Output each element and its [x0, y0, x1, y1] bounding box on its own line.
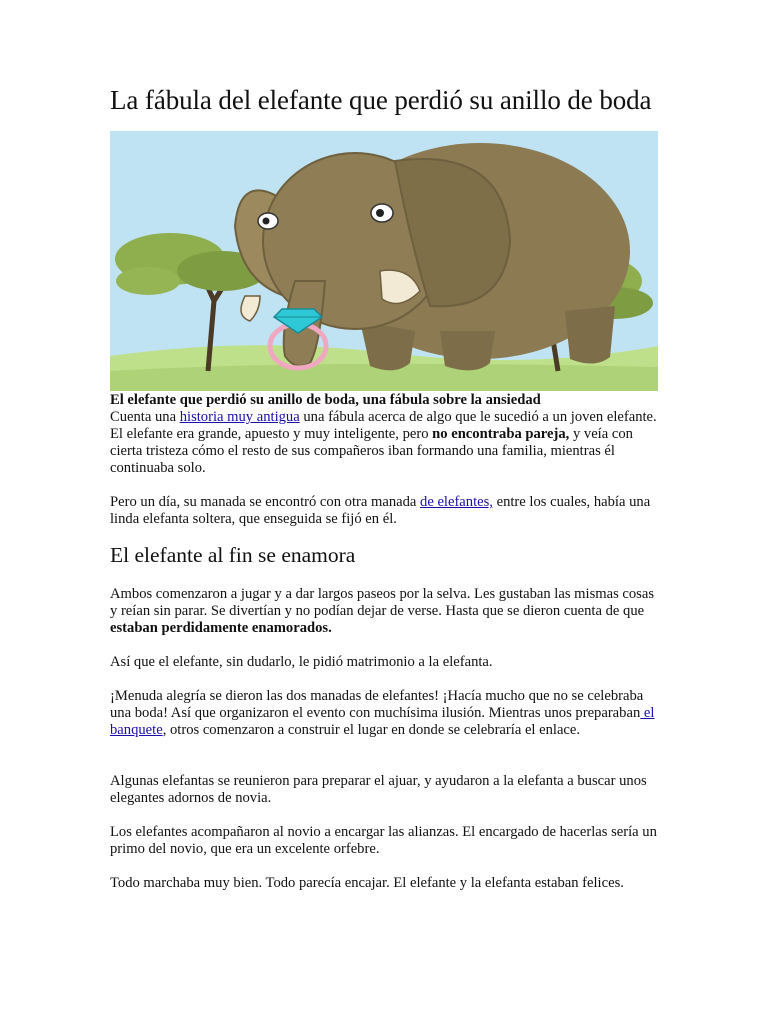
section-heading: El elefante al fin se enamora	[110, 543, 356, 567]
elephant-illustration	[110, 131, 658, 391]
paragraph-4: Así que el elefante, sin dudarlo, le pidió matrimonio a la elefanta.	[110, 654, 493, 670]
link-el-banquete[interactable]: el banquete	[110, 705, 655, 738]
image-caption: El elefante que perdió su anillo de boda, una fábula sobre la ansiedad	[110, 392, 541, 408]
link-historia-muy-antigua[interactable]: historia muy antigua	[179, 409, 300, 425]
page-title: La fábula del elefante que perdió su anillo de boda	[110, 85, 652, 115]
paragraph-3: Ambos comenzaron a jugar y a dar largos paseos por la selva. Les gustaban las mismas cosas y reían sin parar. Se divertían y no podían dejar de verse. Hasta que se dieron cuenta de que estaban perdidamente enamorados.	[110, 586, 655, 636]
elephant-icon	[235, 143, 630, 370]
link-de-elefantes[interactable]: de elefantes,	[420, 494, 493, 510]
paragraph-1: Cuenta una historia muy antigua una fábula acerca de algo que le sucedió a un joven elefante. El elefante era grande, apuesto y muy inteligente, pero no encontraba pareja, y veía con cierta tristeza cómo el resto de sus compañeros iban formando una familia, mientras él continuaba solo.	[110, 409, 657, 476]
paragraph-8: Todo marchaba muy bien. Todo parecía encajar. El elefante y la elefanta estaban felices.	[110, 875, 624, 891]
paragraph-6: Algunas elefantas se reunieron para preparar el ajuar, y ayudaron a la elefanta a buscar unos elegantes adornos de novia.	[110, 773, 647, 806]
paragraph-5: ¡Menuda alegría se dieron las dos manadas de elefantes! ¡Hacía mucho que no se celebraba una boda! Así que organizaron el evento con muchísima ilusión. Mientras unos preparaban el banquete, otros comenzaron a construir el lugar en donde se celebraría el enlace.	[110, 688, 655, 738]
paragraph-7: Los elefantes acompañaron al novio a encargar las alianzas. El encargado de hacerlas sería un primo del novio, que era un excelente orfebre.	[110, 824, 657, 857]
paragraph-2: Pero un día, su manada se encontró con otra manada de elefantes, entre los cuales, había una linda elefanta soltera, que enseguida se fijó en él.	[110, 494, 651, 527]
